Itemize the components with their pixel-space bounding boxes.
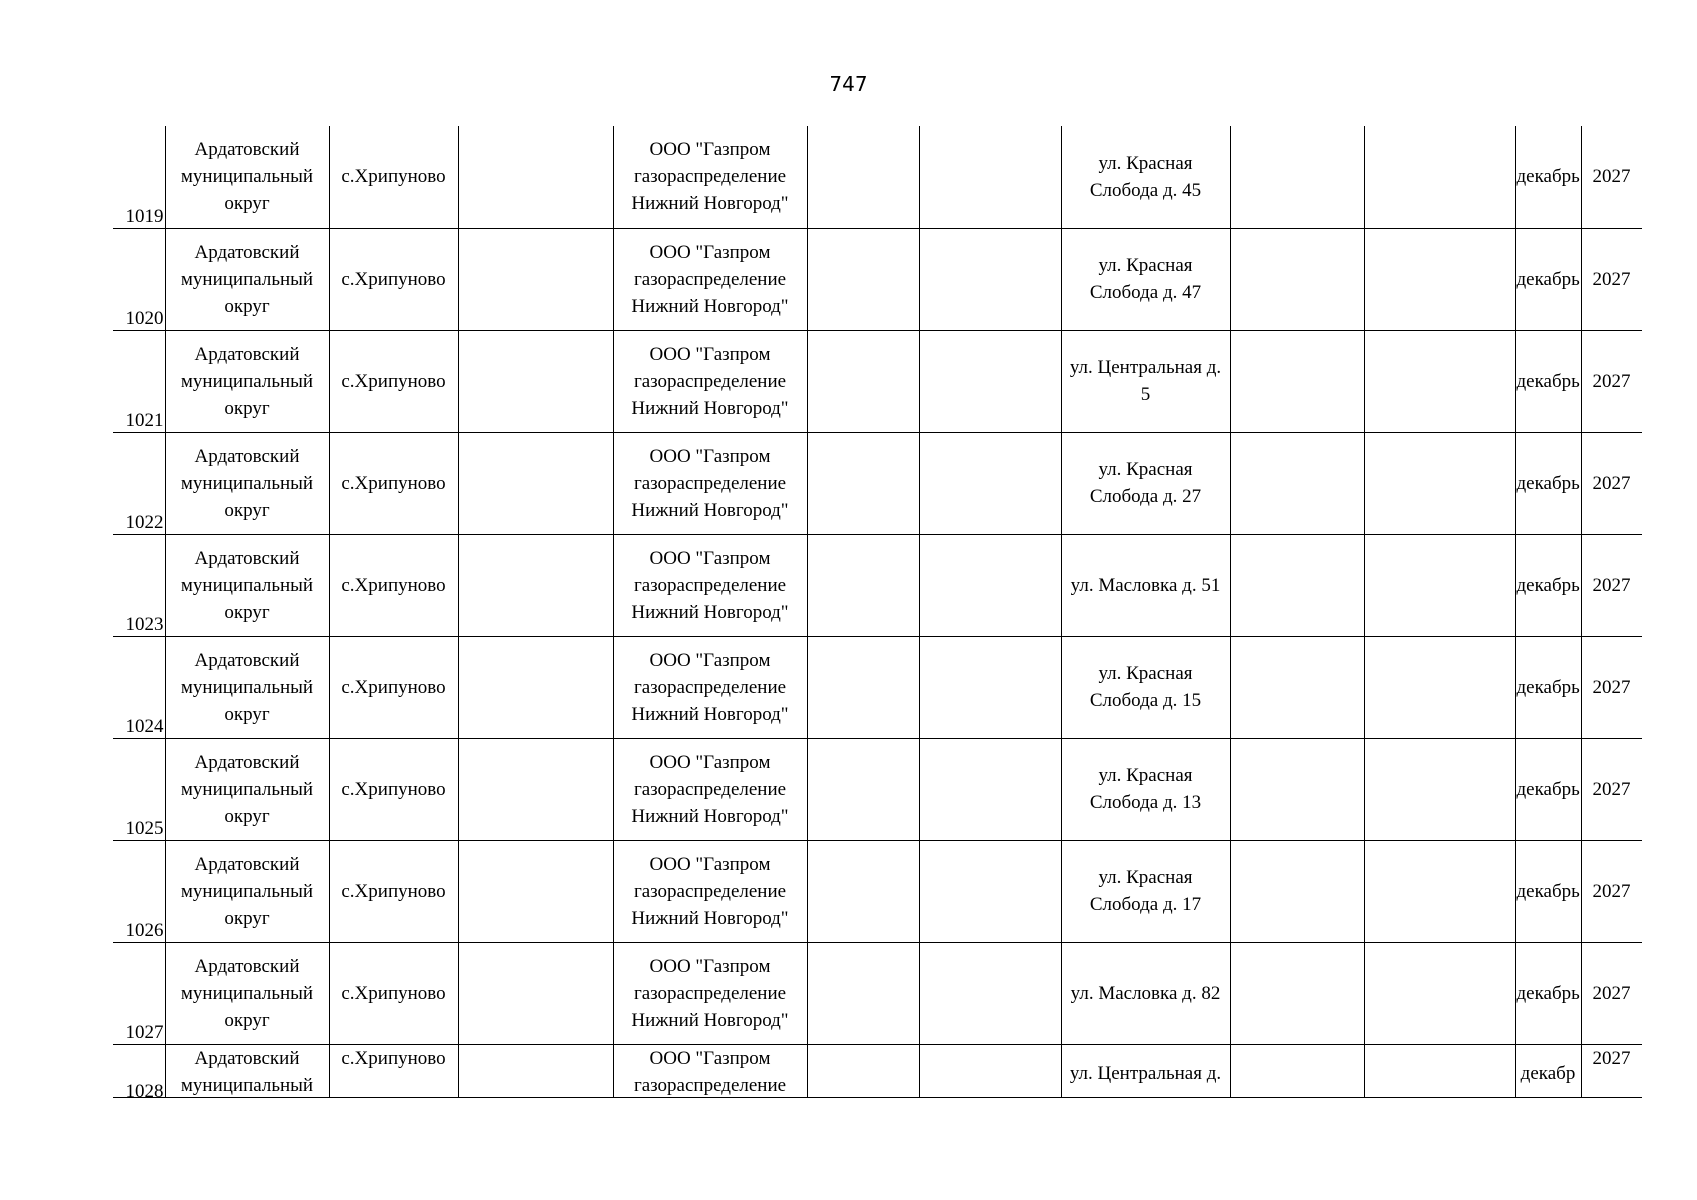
month-cell: декабрь: [1515, 738, 1581, 840]
empty-cell: [807, 432, 919, 534]
month-cell: декабрь: [1515, 330, 1581, 432]
empty-cell: [1230, 330, 1364, 432]
month-cell: декабрь: [1515, 942, 1581, 1044]
organization-cell: ООО "Газпром газораспределение Нижний Новгород": [613, 228, 807, 330]
empty-cell: [1364, 840, 1515, 942]
row-number: 1019: [113, 126, 165, 228]
year-cell: 2027: [1581, 636, 1642, 738]
organization-cell: ООО "Газпром газораспределение Нижний Новгород": [613, 942, 807, 1044]
organization-cell: ООО "Газпром газораспределение Нижний Новгород": [613, 738, 807, 840]
table-row: [113, 330, 1642, 432]
empty-cell: [458, 840, 613, 942]
organization-cell: ООО "Газпром газораспределение Нижний Новгород": [613, 126, 807, 228]
empty-cell: [807, 1044, 919, 1098]
village-cell: с.Хрипуново: [329, 330, 458, 432]
address-cell: ул. Красная Слобода д. 13: [1061, 738, 1230, 840]
address-cell: ул. Красная Слобода д. 47: [1061, 228, 1230, 330]
table-row: [113, 840, 1642, 942]
empty-cell: [458, 534, 613, 636]
district-cell: Ардатовский муниципальный округ: [165, 636, 329, 738]
empty-cell: [807, 534, 919, 636]
table-row: [113, 1044, 1642, 1098]
empty-cell: [807, 738, 919, 840]
month-cell: декабрь: [1515, 840, 1581, 942]
empty-cell: [1230, 534, 1364, 636]
row-number: 1024: [113, 636, 165, 738]
empty-cell: [1230, 738, 1364, 840]
empty-cell: [458, 228, 613, 330]
village-cell: с.Хрипуново: [329, 738, 458, 840]
organization-cell: ООО "Газпром газораспределение Нижний Новгород": [613, 432, 807, 534]
year-cell: 2027: [1581, 330, 1642, 432]
address-cell: ул. Центральная д.: [1061, 1044, 1230, 1098]
village-cell: с.Хрипуново: [329, 942, 458, 1044]
year-cell: 2027: [1581, 534, 1642, 636]
empty-cell: [807, 840, 919, 942]
address-cell: ул. Масловка д. 51: [1061, 534, 1230, 636]
empty-cell: [807, 126, 919, 228]
empty-cell: [919, 432, 1061, 534]
empty-cell: [458, 738, 613, 840]
address-cell: ул. Масловка д. 82: [1061, 942, 1230, 1044]
district-cell: Ардатовский муниципальный: [165, 1044, 329, 1098]
row-number: 1020: [113, 228, 165, 330]
empty-cell: [919, 738, 1061, 840]
empty-cell: [807, 636, 919, 738]
table-row: [113, 228, 1642, 330]
address-cell: ул. Красная Слобода д. 15: [1061, 636, 1230, 738]
empty-cell: [919, 840, 1061, 942]
year-cell: 2027: [1581, 228, 1642, 330]
empty-cell: [458, 1044, 613, 1098]
empty-cell: [919, 330, 1061, 432]
row-number: 1021: [113, 330, 165, 432]
year-cell: 2027: [1581, 840, 1642, 942]
empty-cell: [919, 228, 1061, 330]
empty-cell: [1230, 228, 1364, 330]
empty-cell: [1230, 840, 1364, 942]
village-cell: с.Хрипуново: [329, 432, 458, 534]
table-row: [113, 738, 1642, 840]
empty-cell: [1364, 636, 1515, 738]
table-row: [113, 636, 1642, 738]
empty-cell: [458, 330, 613, 432]
row-number: 1026: [113, 840, 165, 942]
empty-cell: [807, 228, 919, 330]
district-cell: Ардатовский муниципальный округ: [165, 126, 329, 228]
month-cell: декабрь: [1515, 534, 1581, 636]
year-cell: 2027: [1581, 432, 1642, 534]
empty-cell: [458, 126, 613, 228]
table-body: [113, 126, 1642, 1098]
month-cell: декабр: [1515, 1044, 1581, 1098]
row-number: 1022: [113, 432, 165, 534]
address-cell: ул. Красная Слобода д. 45: [1061, 126, 1230, 228]
district-cell: Ардатовский муниципальный округ: [165, 840, 329, 942]
month-cell: декабрь: [1515, 228, 1581, 330]
empty-cell: [458, 942, 613, 1044]
empty-cell: [919, 1044, 1061, 1098]
village-cell: с.Хрипуново: [329, 840, 458, 942]
row-number: 1027: [113, 942, 165, 1044]
village-cell: с.Хрипуново: [329, 228, 458, 330]
table-row: [113, 432, 1642, 534]
village-cell: с.Хрипуново: [329, 1044, 458, 1098]
district-cell: Ардатовский муниципальный округ: [165, 228, 329, 330]
district-cell: Ардатовский муниципальный округ: [165, 942, 329, 1044]
month-cell: декабрь: [1515, 432, 1581, 534]
village-cell: с.Хрипуново: [329, 534, 458, 636]
empty-cell: [458, 636, 613, 738]
year-cell: 2027: [1581, 1044, 1642, 1098]
empty-cell: [458, 432, 613, 534]
table-row: [113, 942, 1642, 1044]
empty-cell: [1230, 126, 1364, 228]
empty-cell: [919, 126, 1061, 228]
empty-cell: [1364, 228, 1515, 330]
empty-cell: [919, 942, 1061, 1044]
empty-cell: [1230, 942, 1364, 1044]
empty-cell: [1364, 126, 1515, 228]
district-cell: Ардатовский муниципальный округ: [165, 534, 329, 636]
row-number: 1028: [113, 1044, 165, 1098]
row-number: 1023: [113, 534, 165, 636]
village-cell: с.Хрипуново: [329, 126, 458, 228]
month-cell: декабрь: [1515, 636, 1581, 738]
empty-cell: [1364, 432, 1515, 534]
empty-cell: [919, 636, 1061, 738]
village-cell: с.Хрипуново: [329, 636, 458, 738]
empty-cell: [1230, 1044, 1364, 1098]
address-cell: ул. Красная Слобода д. 27: [1061, 432, 1230, 534]
empty-cell: [1230, 432, 1364, 534]
year-cell: 2027: [1581, 126, 1642, 228]
empty-cell: [919, 534, 1061, 636]
organization-cell: ООО "Газпром газораспределение Нижний Новгород": [613, 534, 807, 636]
empty-cell: [1364, 738, 1515, 840]
page-number: 747: [829, 72, 868, 96]
data-table: [113, 126, 1642, 1098]
row-number: 1025: [113, 738, 165, 840]
district-cell: Ардатовский муниципальный округ: [165, 432, 329, 534]
table-row: [113, 534, 1642, 636]
gas-network-table: [113, 126, 1642, 1098]
organization-cell: ООО "Газпром газораспределение: [613, 1044, 807, 1098]
empty-cell: [1364, 942, 1515, 1044]
year-cell: 2027: [1581, 738, 1642, 840]
empty-cell: [807, 942, 919, 1044]
empty-cell: [1364, 330, 1515, 432]
address-cell: ул. Центральная д. 5: [1061, 330, 1230, 432]
empty-cell: [1230, 636, 1364, 738]
empty-cell: [1364, 534, 1515, 636]
year-cell: 2027: [1581, 942, 1642, 1044]
address-cell: ул. Красная Слобода д. 17: [1061, 840, 1230, 942]
table-row: [113, 126, 1642, 228]
district-cell: Ардатовский муниципальный округ: [165, 330, 329, 432]
month-cell: декабрь: [1515, 126, 1581, 228]
empty-cell: [807, 330, 919, 432]
organization-cell: ООО "Газпром газораспределение Нижний Новгород": [613, 840, 807, 942]
empty-cell: [1364, 1044, 1515, 1098]
district-cell: Ардатовский муниципальный округ: [165, 738, 329, 840]
organization-cell: ООО "Газпром газораспределение Нижний Новгород": [613, 636, 807, 738]
organization-cell: ООО "Газпром газораспределение Нижний Новгород": [613, 330, 807, 432]
